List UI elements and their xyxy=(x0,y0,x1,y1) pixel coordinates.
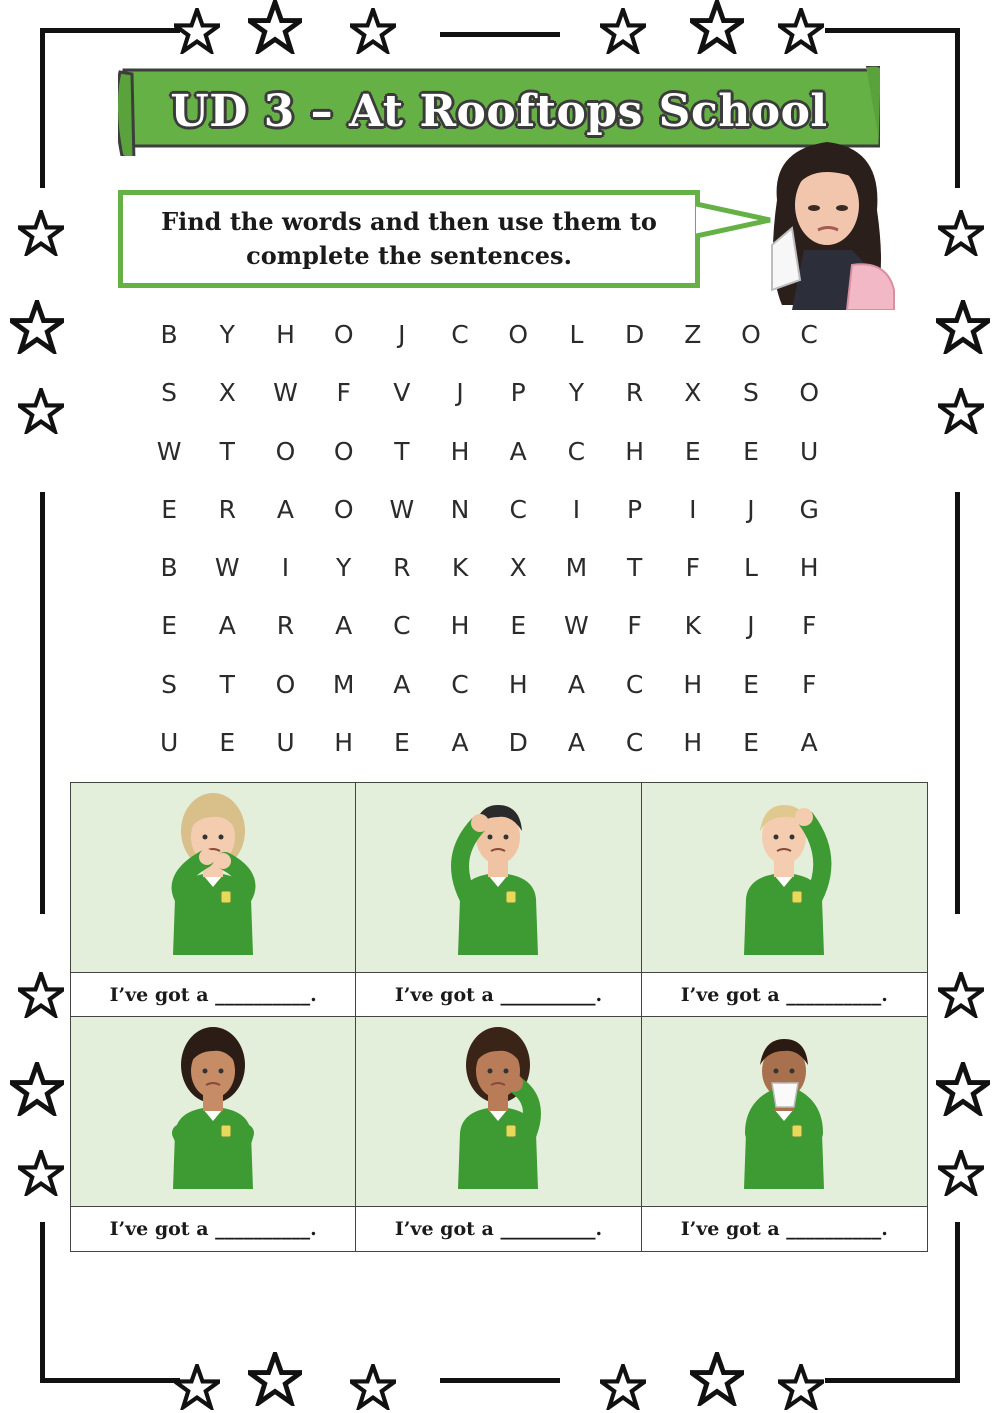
grid-letter[interactable]: U xyxy=(800,436,819,466)
frame-bottom-middle-line xyxy=(440,1378,560,1383)
grid-letter[interactable]: E xyxy=(219,728,236,758)
star-outline-icon xyxy=(938,210,984,256)
star-outline-icon xyxy=(248,1352,302,1406)
frame-left-top-line xyxy=(40,28,45,188)
grid-letter[interactable]: R xyxy=(276,611,295,641)
grid-letter[interactable]: E xyxy=(510,611,527,641)
grid-letter[interactable]: T xyxy=(626,553,643,583)
picture-cell xyxy=(642,1017,927,1207)
sentence-blank[interactable]: I’ve got a __________. xyxy=(642,1207,927,1251)
grid-letter[interactable]: W xyxy=(564,611,589,641)
grid-letter[interactable]: J xyxy=(456,378,464,408)
boy-fever-icon xyxy=(714,787,854,971)
grid-letter[interactable]: O xyxy=(333,494,354,524)
star-outline-icon xyxy=(10,1062,64,1116)
grid-letter[interactable]: A xyxy=(218,611,236,641)
star-outline-icon xyxy=(936,1062,990,1116)
star-outline-icon xyxy=(350,1364,396,1410)
grid-letter[interactable]: F xyxy=(801,611,817,641)
sentence-blank[interactable]: I’ve got a __________. xyxy=(356,1207,641,1251)
star-outline-icon xyxy=(938,972,984,1018)
grid-letter[interactable]: X xyxy=(684,378,702,408)
grid-letter[interactable]: K xyxy=(684,611,701,641)
grid-row xyxy=(140,306,840,364)
grid-letter[interactable]: H xyxy=(625,436,644,466)
grid-letter[interactable]: H xyxy=(683,728,703,758)
grid-letter[interactable]: I xyxy=(689,494,697,524)
word-search-grid xyxy=(140,306,840,772)
star-outline-icon xyxy=(938,1150,984,1196)
picture-cell xyxy=(71,1017,356,1207)
picture-cell xyxy=(71,783,356,973)
grid-letter[interactable]: C xyxy=(451,669,469,699)
star-outline-icon xyxy=(174,8,220,54)
grid-letter[interactable]: A xyxy=(800,728,818,758)
grid-letter[interactable]: U xyxy=(276,728,295,758)
grid-letter[interactable]: H xyxy=(276,320,295,349)
grid-letter[interactable]: W xyxy=(214,553,240,583)
grid-letter[interactable]: C xyxy=(625,728,644,758)
star-outline-icon xyxy=(690,0,744,54)
grid-row xyxy=(140,481,840,539)
grid-letter[interactable]: H xyxy=(450,436,470,466)
frame-bottom-left-line xyxy=(40,1378,180,1383)
girl-stomachache-icon xyxy=(143,1021,283,1205)
grid-letter[interactable]: F xyxy=(336,378,351,408)
star-outline-icon xyxy=(174,1364,220,1410)
grid-letter[interactable]: L xyxy=(569,320,584,349)
star-outline-icon xyxy=(10,300,64,354)
frame-top-right-line xyxy=(825,28,960,33)
instruction-text: Find the words and then use them to complete the sentences. xyxy=(161,207,657,270)
star-outline-icon xyxy=(778,1364,824,1410)
grid-letter[interactable]: Y xyxy=(219,320,235,349)
grid-letter[interactable]: W xyxy=(273,378,298,408)
frame-right-bottom-line xyxy=(955,1222,960,1382)
grid-letter[interactable]: I xyxy=(281,553,290,583)
star-outline-icon xyxy=(350,8,396,54)
grid-letter[interactable]: M xyxy=(332,669,355,699)
grid-letter[interactable]: T xyxy=(219,669,235,699)
picture-row-2 xyxy=(71,1017,927,1207)
grid-row xyxy=(140,597,840,655)
grid-letter[interactable]: E xyxy=(684,436,701,466)
grid-letter[interactable]: H xyxy=(683,669,703,699)
grid-row xyxy=(140,656,840,714)
star-outline-icon xyxy=(778,8,824,54)
grid-letter[interactable]: C xyxy=(800,320,818,349)
grid-letter[interactable]: D xyxy=(624,320,645,349)
grid-letter[interactable]: H xyxy=(508,669,528,699)
star-outline-icon xyxy=(600,1364,646,1410)
star-outline-icon xyxy=(936,300,990,354)
grid-letter[interactable]: B xyxy=(160,553,178,583)
grid-letter[interactable]: R xyxy=(625,378,644,408)
grid-letter[interactable]: H xyxy=(799,553,819,583)
grid-letter[interactable]: C xyxy=(625,669,644,699)
grid-letter[interactable]: J xyxy=(398,320,406,349)
grid-letter[interactable]: A xyxy=(509,436,527,466)
grid-row xyxy=(140,364,840,422)
grid-letter[interactable]: X xyxy=(509,553,527,583)
girl-toothache-icon xyxy=(428,1021,568,1205)
grid-letter[interactable]: T xyxy=(219,436,235,466)
grid-letter[interactable]: E xyxy=(743,728,759,758)
grid-letter[interactable]: O xyxy=(508,320,529,349)
grid-letter[interactable]: Y xyxy=(568,378,585,408)
grid-row xyxy=(140,423,840,481)
grid-letter[interactable]: I xyxy=(572,494,581,524)
picture-row-1 xyxy=(71,783,927,973)
grid-letter[interactable]: E xyxy=(743,436,759,466)
grid-letter[interactable]: A xyxy=(567,669,585,699)
grid-letter[interactable]: Z xyxy=(684,320,702,349)
boy-headache-icon xyxy=(428,787,568,971)
grid-letter[interactable]: C xyxy=(567,436,586,466)
grid-letter[interactable]: Y xyxy=(336,553,352,583)
grid-row xyxy=(140,539,840,597)
frame-left-bottom-line xyxy=(40,1222,45,1382)
sentence-row-2 xyxy=(71,1207,927,1251)
grid-letter[interactable]: O xyxy=(799,378,819,408)
grid-letter[interactable]: G xyxy=(799,494,819,524)
star-outline-icon xyxy=(18,972,64,1018)
star-outline-icon xyxy=(938,388,984,434)
grid-letter[interactable]: O xyxy=(333,320,354,349)
grid-letter[interactable]: C xyxy=(451,320,469,349)
grid-letter[interactable]: R xyxy=(218,494,236,524)
picture-cell xyxy=(356,783,641,973)
grid-letter[interactable]: H xyxy=(334,728,354,758)
grid-letter[interactable]: J xyxy=(747,611,755,641)
grid-letter[interactable]: A xyxy=(567,728,585,758)
grid-letter[interactable]: S xyxy=(161,669,178,699)
grid-letter[interactable]: O xyxy=(333,436,354,466)
boy-cold-icon xyxy=(714,1021,854,1205)
grid-letter[interactable]: J xyxy=(747,494,755,524)
star-outline-icon xyxy=(18,388,64,434)
grid-letter[interactable]: V xyxy=(393,378,411,408)
grid-letter[interactable]: S xyxy=(161,378,178,408)
grid-letter[interactable]: E xyxy=(743,669,759,699)
grid-letter[interactable]: E xyxy=(161,494,177,524)
instruction-box xyxy=(118,190,700,288)
sentence-blank[interactable]: I’ve got a __________. xyxy=(642,973,927,1017)
grid-letter[interactable]: A xyxy=(335,611,353,641)
sick-girl-avatar-icon xyxy=(752,130,902,310)
frame-bottom-right-line xyxy=(825,1378,960,1383)
grid-letter[interactable]: T xyxy=(394,436,410,466)
grid-letter[interactable]: O xyxy=(275,669,296,699)
grid-letter[interactable]: P xyxy=(627,494,643,524)
grid-letter[interactable]: N xyxy=(450,494,470,524)
grid-letter[interactable]: A xyxy=(276,494,295,524)
grid-letter[interactable]: F xyxy=(801,669,817,699)
grid-letter[interactable]: W xyxy=(389,494,415,524)
grid-letter[interactable]: E xyxy=(161,611,177,641)
star-outline-icon xyxy=(18,1150,64,1196)
grid-letter[interactable]: B xyxy=(160,320,178,349)
grid-letter[interactable]: S xyxy=(743,378,759,408)
grid-row xyxy=(140,714,840,772)
grid-letter[interactable]: C xyxy=(509,494,527,524)
grid-letter[interactable]: C xyxy=(393,611,411,641)
star-outline-icon xyxy=(18,210,64,256)
grid-letter[interactable]: K xyxy=(451,553,469,583)
grid-letter[interactable]: F xyxy=(627,611,642,641)
grid-letter[interactable]: D xyxy=(508,728,528,758)
frame-left-middle-line xyxy=(40,492,45,914)
grid-letter[interactable]: A xyxy=(451,728,469,758)
picture-cell xyxy=(356,1017,641,1207)
grid-letter[interactable]: L xyxy=(744,553,758,583)
grid-letter[interactable]: P xyxy=(510,378,526,408)
grid-letter[interactable]: E xyxy=(393,728,410,758)
star-outline-icon xyxy=(248,0,302,54)
grid-letter[interactable]: M xyxy=(565,553,588,583)
sentence-blank[interactable]: I’ve got a __________. xyxy=(356,973,641,1017)
exercise-table xyxy=(70,782,928,1252)
grid-letter[interactable]: R xyxy=(393,553,411,583)
star-outline-icon xyxy=(600,8,646,54)
grid-letter[interactable]: H xyxy=(450,611,470,641)
picture-cell xyxy=(642,783,927,973)
frame-right-top-line xyxy=(955,28,960,188)
sentence-blank[interactable]: I’ve got a __________. xyxy=(71,1207,356,1251)
grid-letter[interactable]: A xyxy=(393,669,411,699)
frame-right-middle-line xyxy=(955,492,960,914)
girl-cough-icon xyxy=(143,787,283,971)
page-title: UD 3 – At Rooftops School xyxy=(170,85,828,137)
grid-letter[interactable]: F xyxy=(685,553,700,583)
grid-letter[interactable]: W xyxy=(156,436,182,466)
grid-letter[interactable]: O xyxy=(275,436,296,466)
frame-top-middle-line xyxy=(440,32,560,37)
sentence-row-1 xyxy=(71,973,927,1017)
frame-top-left-line xyxy=(40,28,180,33)
star-outline-icon xyxy=(690,1352,744,1406)
grid-letter[interactable]: X xyxy=(218,378,236,408)
grid-letter[interactable]: U xyxy=(159,728,179,758)
grid-letter[interactable]: O xyxy=(741,320,761,349)
sentence-blank[interactable]: I’ve got a __________. xyxy=(71,973,356,1017)
